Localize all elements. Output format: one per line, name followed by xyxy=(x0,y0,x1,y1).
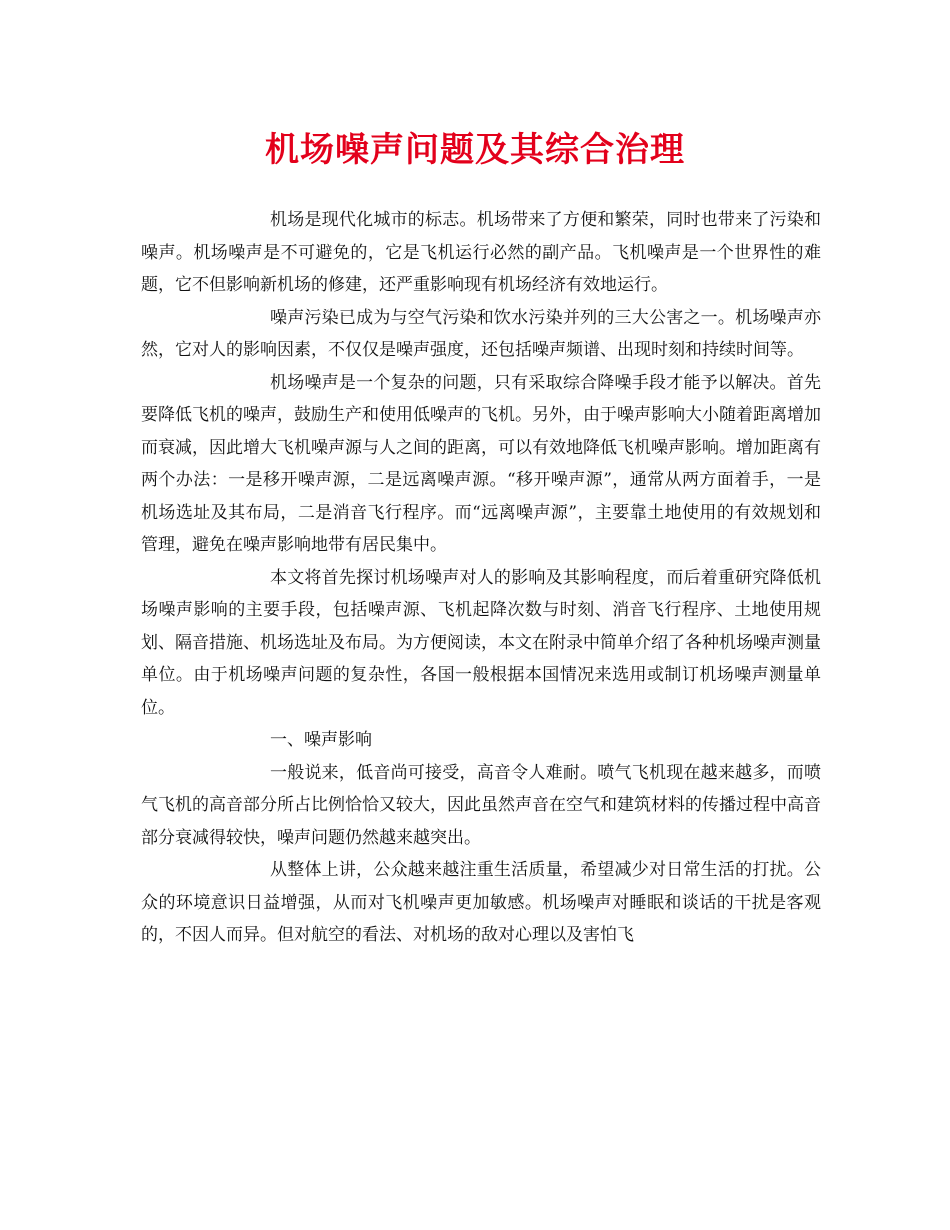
paragraph: 从整体上讲，公众越来越注重生活质量，希望减少对日常生活的打扰。公众的环境意识日益增强，从而对飞机噪声更加敏感。机场噪声对睡眠和谈话的干扰是客观的，不因人而异。但对航空的看法、对机场的敌对心理以及害怕飞 xyxy=(141,860,821,945)
document-title: 机场噪声问题及其综合治理 xyxy=(265,130,685,170)
paragraph: 机场噪声是一个复杂的问题，只有采取综合降噪手段才能予以解决。首先要降低飞机的噪声，鼓励生产和使用低噪声的飞机。另外，由于噪声影响大小随着距离增加而衰减，因此增大飞机噪声源与人之间的距离，可以有效地降低飞机噪声影响。增加距离有两个办法：一是移开噪声源，二是远离噪声源。“移开噪声源”，通常从两方面着手，一是机场选址及其布局，二是消音飞行程序。而“远离噪声源”，主要靠土地使用的有效规划和管理，避免在噪声影响地带有居民集中。 xyxy=(141,372,821,555)
section-heading: 一、噪声影响 xyxy=(270,730,372,750)
paragraph: 机场是现代化城市的标志。机场带来了方便和繁荣，同时也带来了污染和噪声。机场噪声是不可避免的，它是飞机运行必然的副产品。飞机噪声是一个世界性的难题，它不但影响新机场的修建，还严重影响现有机场经济有效地运行。 xyxy=(141,210,821,295)
paragraph: 本文将首先探讨机场噪声对人的影响及其影响程度，而后着重研究降低机场噪声影响的主要手段，包括噪声源、飞机起降次数与时刻、消音飞行程序、土地使用规划、隔音措施、机场选址及布局。为方便阅读，本文在附录中简单介绍了各种机场噪声测量单位。由于机场噪声问题的复杂性，各国一般根据本国情况来选用或制订机场噪声测量单位。 xyxy=(141,567,821,718)
paragraph: 一般说来，低音尚可接受，高音令人难耐。喷气飞机现在越来越多，而喷气飞机的高音部分所占比例恰恰又较大，因此虽然声音在空气和建筑材料的传播过程中高音部分衰减得较快，噪声问题仍然越来越突出。 xyxy=(141,762,821,848)
document-body xyxy=(141,204,821,952)
paragraph: 噪声污染已成为与空气污染和饮水污染并列的三大公害之一。机场噪声亦然，它对人的影响因素，不仅仅是噪声强度，还包括噪声频谱、出现时刻和持续时间等。 xyxy=(141,307,821,360)
